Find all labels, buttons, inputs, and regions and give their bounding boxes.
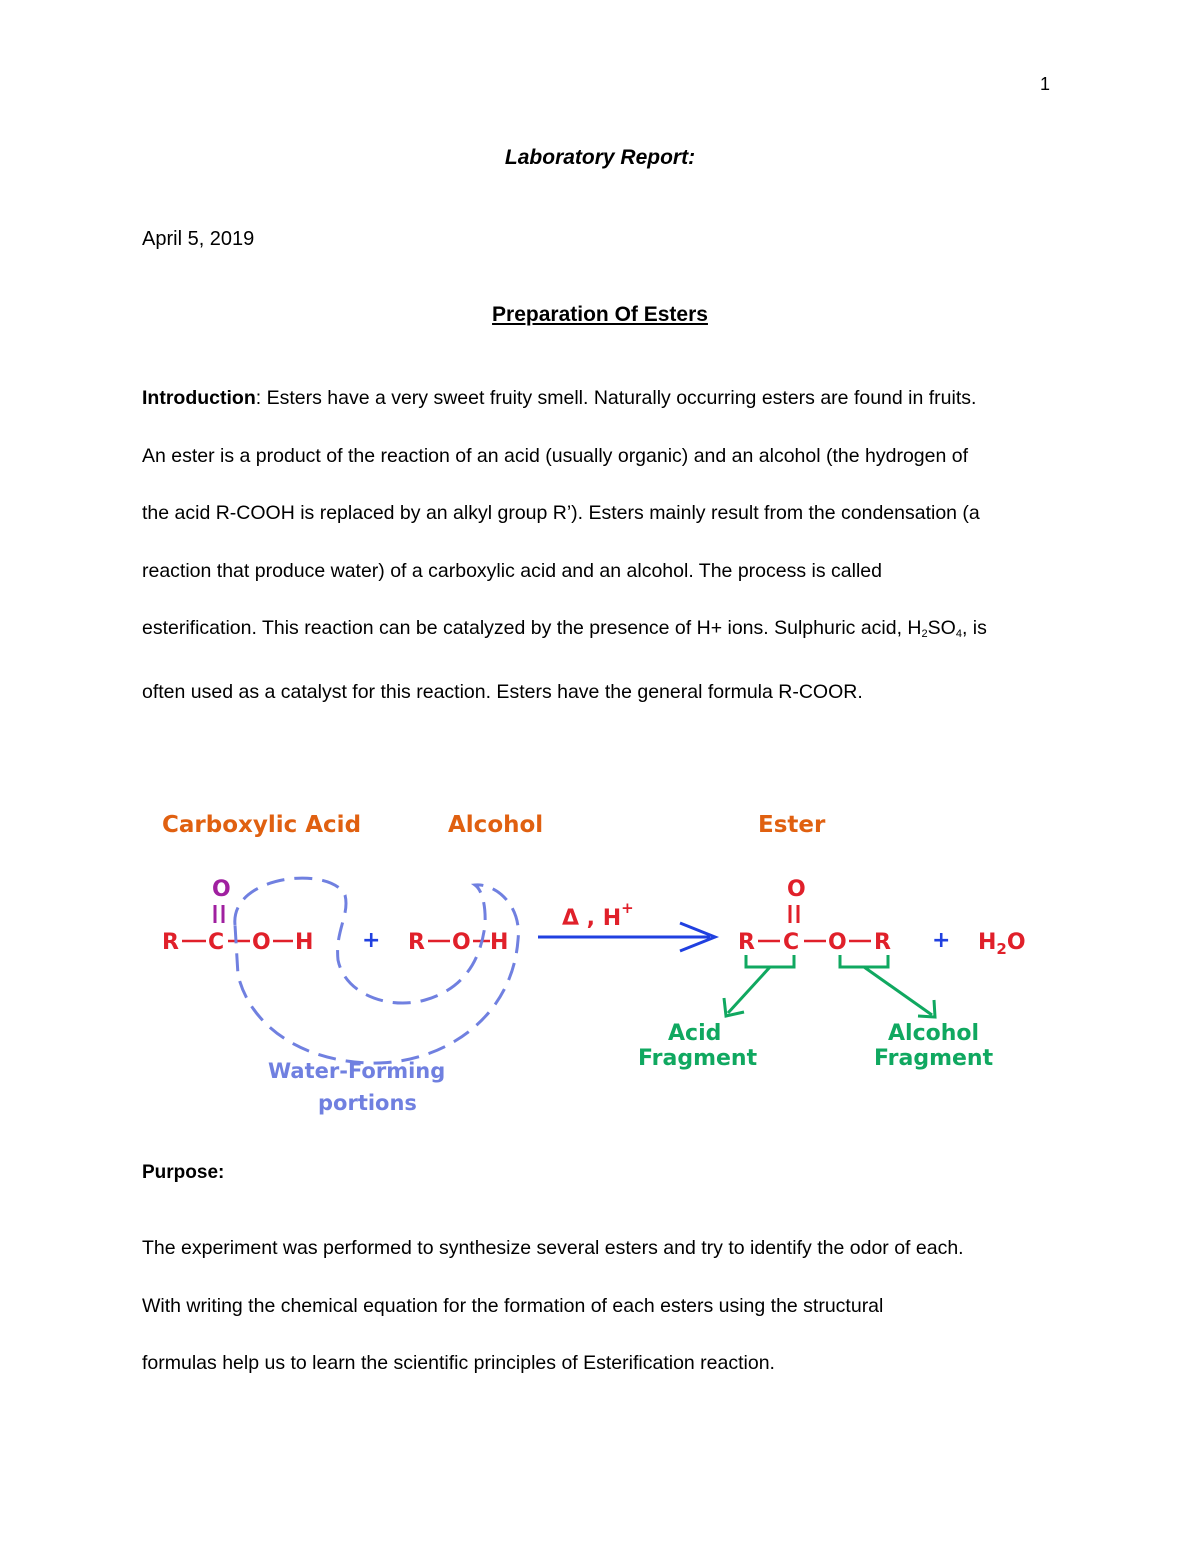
purpose-paragraph [142,1220,1072,1393]
acid-fragment-label-1: Acid [668,1021,722,1046]
acid-o: O [252,930,271,955]
catalyst-superscript: + [621,899,634,917]
acid-c: C [208,930,225,955]
introduction-paragraph [142,370,1062,721]
esterification-diagram [150,795,1050,1135]
alcohol-fragment-label-2: Fragment [874,1046,994,1071]
intro-line-5-sub2: 4 [955,628,962,640]
water-formula [978,930,1026,958]
purpose-line-2: With writing the chemical equation for the formation of each esters using the structural [142,1294,884,1317]
water-h: H [978,930,997,955]
acid-carbonyl-o: O [212,877,231,902]
water-forming-label-1: Water-Forming [268,1059,446,1083]
catalyst-text: Δ , H [562,906,622,931]
plus-sign-2: + [932,928,951,953]
acid-h: H [295,930,314,955]
catalyst-label [562,899,634,931]
intro-line-5-c: , is [961,617,987,639]
label-ester: Ester [758,812,826,838]
page-number: 1 [1040,74,1051,94]
ester-r2: R [874,930,891,955]
ester-r1: R [738,930,755,955]
intro-line-5-sub1: 2 [921,628,928,640]
label-carboxylic-acid: Carboxylic Acid [162,812,362,838]
intro-line-1-text: : Esters have a very sweet fruity smell. Naturally occurring esters are found in fruits. [255,387,977,409]
report-title: Laboratory Report: [504,146,696,169]
ester-o: O [828,930,847,955]
acid-fragment-arrow [728,967,770,1013]
intro-line-6: often used as a catalyst for this reaction. Esters have the general formula R-COOR. [142,680,863,703]
intro-line-3: the acid R-COOH is replaced by an alkyl group R’). Esters mainly result from the condensation (a [142,502,980,524]
water-forming-label-2: portions [318,1091,417,1115]
water-o: O [1006,930,1026,955]
intro-line-2: An ester is a product of the reaction of an acid (usually organic) and an alcohol (the hydrogen of [142,444,968,467]
purpose-line-3: formulas help us to learn the scientific principles of Esterification reaction. [142,1352,775,1374]
acid-fragment-label-2: Fragment [638,1046,758,1071]
alcohol-fragment-bracket [840,955,888,967]
report-date: April 5, 2019 [142,228,255,250]
alcohol-o: O [452,930,471,955]
intro-line-5-b: SO [927,617,956,639]
ester-carbonyl-o: O [787,877,806,902]
intro-line-5 [142,600,1062,664]
purpose-label: Purpose: [142,1162,225,1183]
alcohol-r: R [408,930,425,955]
intro-line-5-a: esterification. This reaction can be catalyzed by the presence of H+ ions. Sulphuric acid, H [142,617,922,639]
water-forming-loop [235,878,519,1063]
purpose-line-1: The experiment was performed to synthesize several esters and try to identify the odor of each. [142,1237,964,1259]
water-sub: 2 [996,940,1007,958]
section-title: Preparation Of Esters [492,303,708,326]
alcohol-fragment-arrow [864,967,932,1015]
alcohol-h: H [490,930,509,955]
ester-c: C [783,930,800,955]
label-alcohol: Alcohol [448,812,544,838]
acid-fragment-bracket [746,955,794,967]
intro-label: Introduction [142,387,256,409]
acid-r: R [162,930,179,955]
plus-sign-1: + [362,928,381,953]
alcohol-fragment-label-1: Alcohol [888,1021,980,1046]
intro-line-4: reaction that produce water) of a carboxylic acid and an alcohol. The process is called [142,559,882,582]
intro-line-1 [142,370,1062,428]
